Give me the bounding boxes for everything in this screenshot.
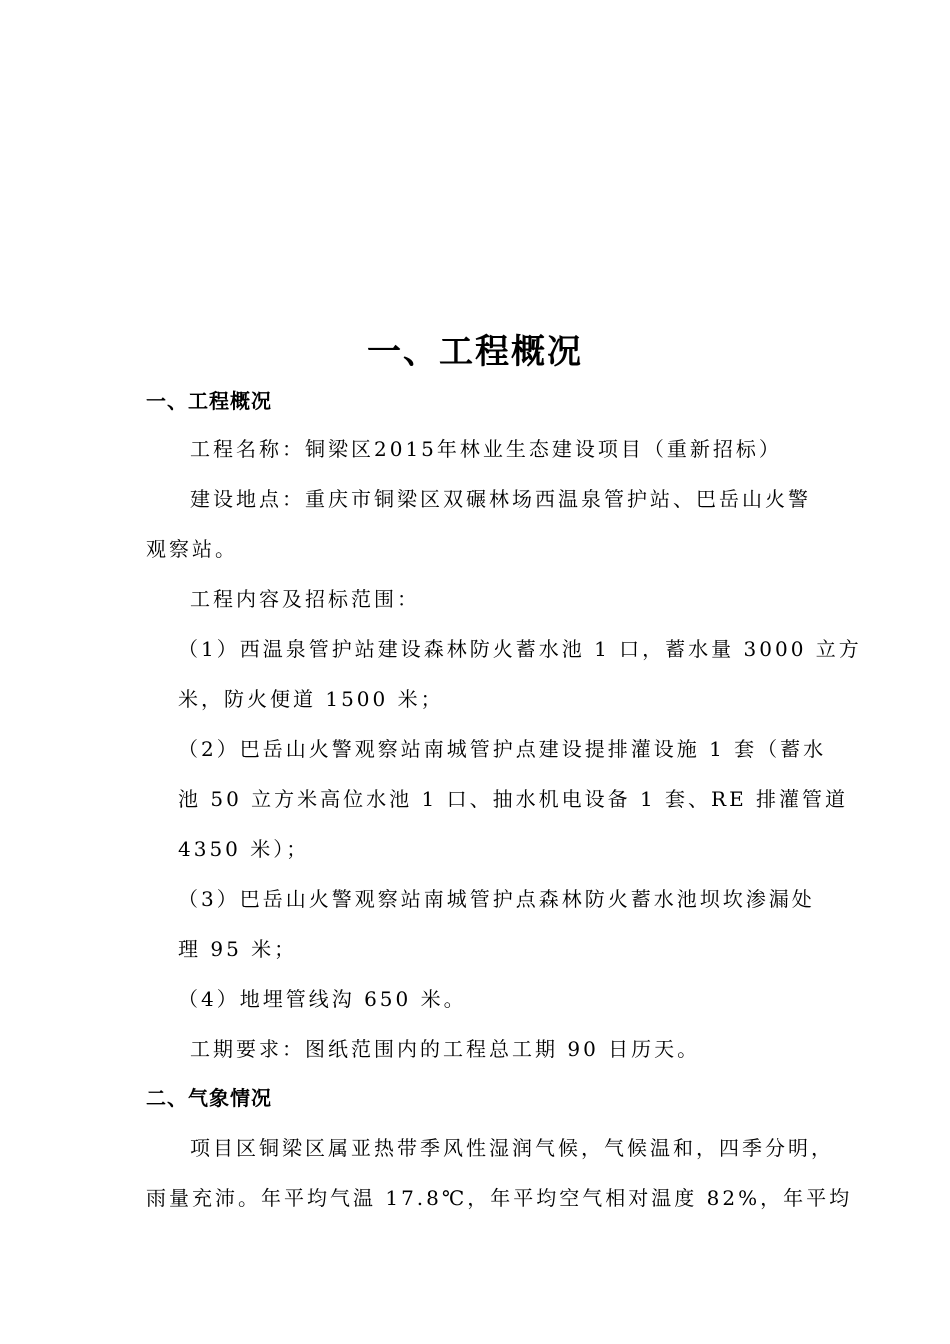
scope-item-2-line-3: 4350 米）； — [178, 837, 310, 861]
location-line-2: 观察站。 — [146, 537, 238, 561]
scope-item-3-line-1: （3）巴岳山火警观察站南城管护点森林防火蓄水池坝坎渗漏处 — [178, 887, 815, 911]
climate-paragraph-line-2: 雨量充沛。年平均气温 17.8℃，年平均空气相对温度 82%，年平均 — [146, 1186, 853, 1210]
scope-item-2-line-1: （2）巴岳山火警观察站南城管护点建设提排灌设施 1 套（蓄水 — [178, 737, 827, 761]
scope-item-1-line-2: 米，防火便道 1500 米； — [178, 687, 444, 711]
document-title: 一、工程概况 — [367, 332, 583, 372]
location-line-1: 建设地点：重庆市铜梁区双碾林场西温泉管护站、巴岳山火警 — [190, 487, 811, 511]
scope-item-2-line-2: 池 50 立方米高位水池 1 口、抽水机电设备 1 套、RE 排灌管道 — [178, 787, 849, 811]
climate-paragraph-line-1: 项目区铜梁区属亚热带季风性湿润气候，气候温和，四季分明， — [190, 1136, 834, 1160]
section-heading-project-overview: 一、工程概况 — [146, 389, 272, 413]
scope-label: 工程内容及招标范围： — [190, 587, 420, 611]
section-heading-climate: 二、气象情况 — [146, 1086, 272, 1110]
scope-item-3-line-2: 理 95 米； — [178, 937, 298, 961]
project-name-line: 工程名称：铜梁区2015年林业生态建设项目（重新招标） — [190, 437, 782, 461]
scope-item-4: （4）地埋管线沟 650 米。 — [178, 987, 467, 1011]
schedule-line: 工期要求：图纸范围内的工程总工期 90 日历天。 — [190, 1037, 701, 1061]
scope-item-1-line-1: （1）西温泉管护站建设森林防火蓄水池 1 口，蓄水量 3000 立方 — [178, 637, 862, 661]
